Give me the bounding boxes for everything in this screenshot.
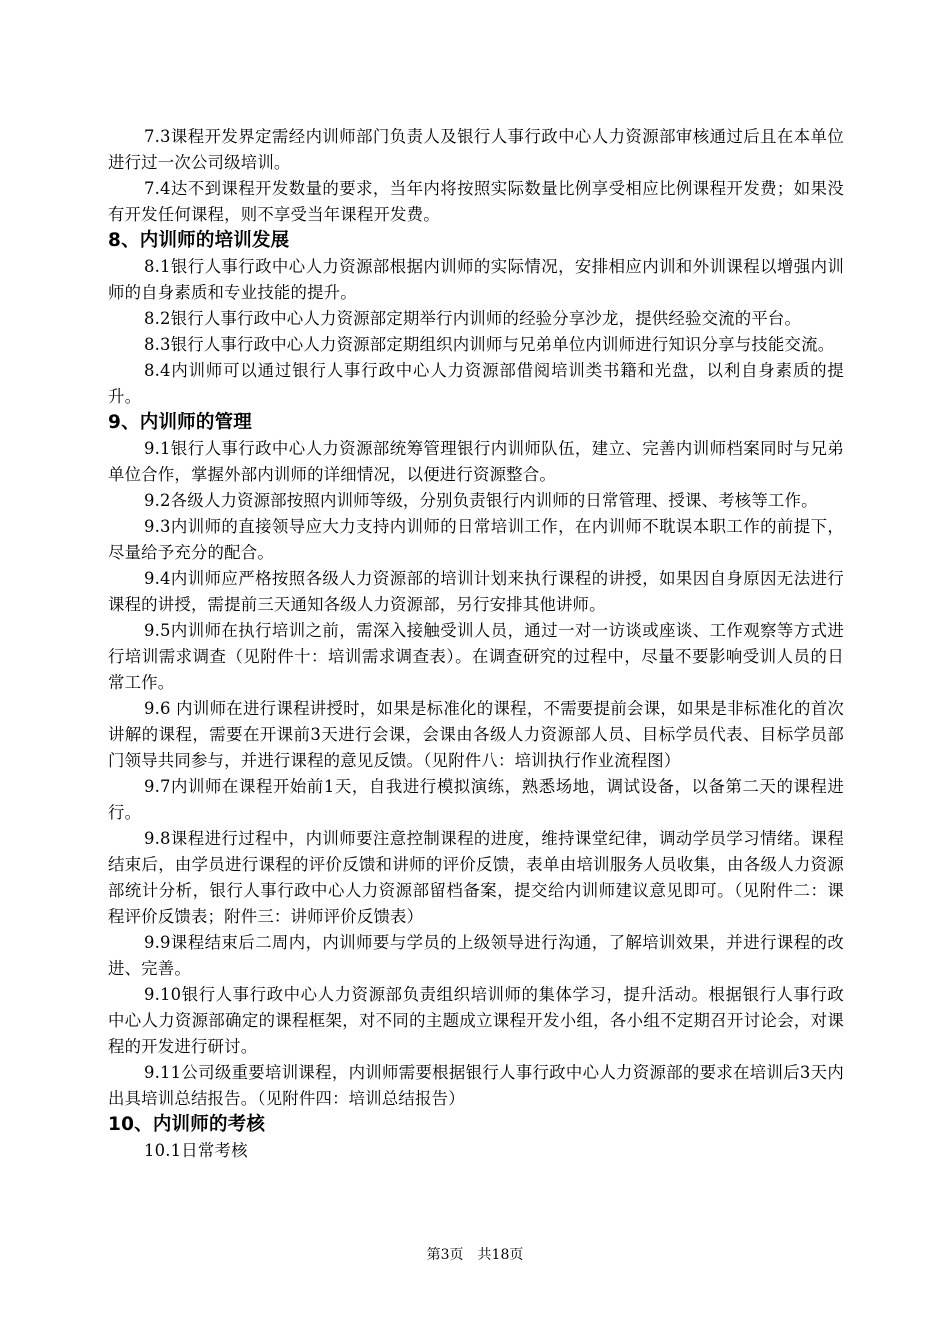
paragraph-9-2: 9.2各级人力资源部按照内训师等级，分别负责银行内训师的日常管理、授课、考核等工作。: [144, 491, 818, 510]
paragraph-7-3: 7.3课程开发界定需经内训师部门负责人及银行人事行政中心人力资源部审核通过后且在本单位进行过一次公司级培训。: [108, 127, 844, 172]
paragraph-9-6: 9.6 内训师在进行课程讲授时，如果是标准化的课程，不需要提前会课，如果是非标准化的首次讲解的课程，需要在开课前3天进行会课，会课由各级人力资源部人员、目标学员代表、目标学员部门领导共同参与，并进行课程的意见反馈。（见附件八：培训执行作业流程图）: [108, 699, 844, 770]
paragraph-8-1: 8.1银行人事行政中心人力资源部根据内训师的实际情况，安排相应内训和外训课程以增强内训师的自身素质和专业技能的提升。: [108, 257, 844, 302]
paragraph-9-10: 9.10银行人事行政中心人力资源部负责组织培训师的集体学习，提升活动。根据银行人事行政中心人力资源部确定的课程框架，对不同的主题成立课程开发小组，各小组不定期召开讨论会，对课程的开发进行研讨。: [108, 985, 844, 1056]
document-body: [108, 124, 844, 1164]
paragraph-9-4: 9.4内训师应严格按照各级人力资源部的培训计划来执行课程的讲授，如果因自身原因无法进行课程的讲授，需提前三天通知各级人力资源部，另行安排其他讲师。: [108, 569, 844, 614]
paragraph-9-1: 9.1银行人事行政中心人力资源部统筹管理银行内训师队伍，建立、完善内训师档案同时与兄弟单位合作，掌握外部内训师的详细情况，以便进行资源整合。: [108, 439, 844, 484]
paragraph-9-9: 9.9课程结束后二周内，内训师要与学员的上级领导进行沟通，了解培训效果，并进行课程的改进、完善。: [108, 933, 844, 978]
paragraph-9-7: 9.7内训师在课程开始前1天，自我进行模拟演练，熟悉场地，调试设备，以备第二天的课程进行。: [108, 777, 844, 822]
paragraph-9-11: 9.11公司级重要培训课程，内训师需要根据银行人事行政中心人力资源部的要求在培训后3天内出具培训总结报告。（见附件四：培训总结报告）: [108, 1063, 844, 1108]
paragraph-7-4: 7.4达不到课程开发数量的要求，当年内将按照实际数量比例享受相应比例课程开发费；如果没有开发任何课程，则不享受当年课程开发费。: [108, 179, 844, 224]
section-10-heading: 10、内训师的考核: [108, 1114, 266, 1135]
paragraph-9-3: 9.3内训师的直接领导应大力支持内训师的日常培训工作，在内训师不耽误本职工作的前提下，尽量给予充分的配合。: [108, 517, 844, 562]
paragraph-10-1: 10.1日常考核: [144, 1141, 248, 1160]
section-9-heading: 9、内训师的管理: [108, 412, 252, 433]
paragraph-9-8: 9.8课程进行过程中，内训师要注意控制课程的进度，维持课堂纪律，调动学员学习情绪。课程结束后，由学员进行课程的评价反馈和讲师的评价反馈，表单由培训服务人员收集，由各级人力资源部统计分析，银行人事行政中心人力资源部留档备案，提交给内训师建议意见即可。（见附件二：课程评价反馈表；附件三：讲师评价反馈表）: [108, 829, 844, 926]
section-8-heading: 8、内训师的培训发展: [108, 230, 290, 251]
page-footer: 第3页 共18页: [426, 1247, 524, 1263]
paragraph-8-4: 8.4内训师可以通过银行人事行政中心人力资源部借阅培训类书籍和光盘，以利自身素质的提升。: [108, 361, 844, 406]
paragraph-8-2: 8.2银行人事行政中心人力资源部定期举行内训师的经验分享沙龙，提供经验交流的平台。: [144, 309, 802, 328]
paragraph-8-3: 8.3银行人事行政中心人力资源部定期组织内训师与兄弟单位内训师进行知识分享与技能交流。: [144, 335, 835, 354]
paragraph-9-5: 9.5内训师在执行培训之前，需深入接触受训人员，通过一对一访谈或座谈、工作观察等方式进行培训需求调查（见附件十：培训需求调查表）。在调查研究的过程中，尽量不要影响受训人员的日常工作。: [108, 621, 844, 692]
